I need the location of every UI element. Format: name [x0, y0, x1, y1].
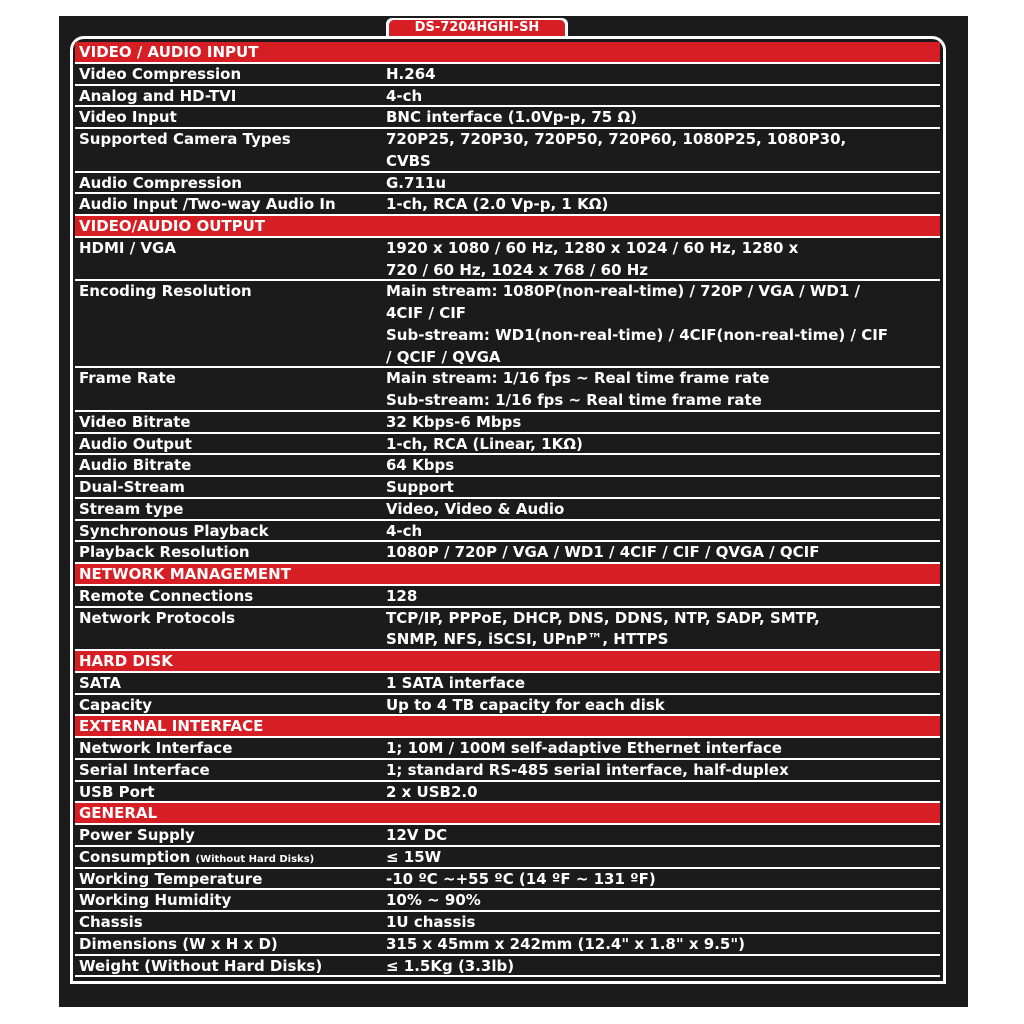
spec-label: [79, 760, 379, 782]
spec-value-line: 1U chassis: [386, 913, 476, 931]
spec-label-text: Playback Resolution: [79, 543, 250, 562]
spec-label: [79, 890, 379, 912]
spec-label: [79, 934, 379, 956]
spec-row: [75, 477, 940, 499]
spec-value-line: 315 x 45mm x 242mm (12.4" x 1.8" x 9.5"): [386, 934, 746, 953]
section-header: [75, 216, 940, 238]
spec-value: [386, 869, 931, 891]
spec-value: [386, 238, 931, 282]
spec-label-text: Audio Output: [79, 434, 192, 453]
spec-row: [75, 455, 940, 477]
spec-label-text: Chassis: [79, 913, 143, 931]
spec-value: [386, 86, 931, 108]
spec-row: [75, 695, 940, 717]
spec-label-text: Network Interface: [79, 739, 233, 757]
spec-value: [386, 542, 931, 564]
spec-label: [79, 281, 379, 303]
spec-value-line: 2 x USB2.0: [386, 782, 478, 801]
spec-value: [386, 673, 931, 695]
spec-label-text: Supported Camera Types: [79, 130, 291, 148]
spec-value-line: Main stream: 1080P(non-real-time) / 720P / VGA / WD1 /: [386, 282, 860, 301]
spec-value-line: SNMP, NFS, iSCSI, UPnP™, HTTPS: [386, 630, 669, 649]
spec-row: [75, 107, 940, 129]
spec-label: [79, 455, 379, 477]
spec-value-line: ≤ 15W: [386, 847, 442, 866]
spec-label: [79, 912, 379, 934]
spec-value-line: BNC interface (1.0Vp-p, 75 Ω): [386, 108, 638, 127]
spec-row: [75, 912, 940, 934]
spec-label-text: Working Humidity: [79, 891, 232, 910]
spec-row: [75, 934, 940, 956]
model-name: DS-7204HGHI-SH: [389, 20, 565, 36]
spec-row: [75, 368, 940, 412]
spec-row: [75, 608, 940, 652]
spec-value: [386, 608, 931, 652]
spec-label-text: Analog and HD-TVI: [79, 86, 237, 105]
spec-row: [75, 825, 940, 847]
spec-value-line: 1080P / 720P / VGA / WD1 / 4CIF / CIF / QVGA / QCIF: [386, 543, 820, 562]
section-title: EXTERNAL INTERFACE: [79, 717, 264, 736]
spec-value: [386, 368, 931, 412]
section-header: [75, 803, 940, 825]
spec-value: [386, 281, 931, 368]
spec-value-line: 64 Kbps: [386, 456, 455, 475]
spec-label-text: Power Supply: [79, 826, 195, 844]
spec-label: [79, 586, 379, 608]
spec-value-line: 4-ch: [386, 86, 423, 105]
section-header: [75, 564, 940, 586]
spec-row: [75, 760, 940, 782]
spec-value: [386, 499, 931, 521]
spec-label: [79, 521, 379, 543]
spec-row: [75, 521, 940, 543]
spec-label-text: Audio Bitrate: [79, 456, 192, 475]
spec-row: [75, 890, 940, 912]
spec-value: [386, 521, 931, 543]
spec-value: [386, 586, 931, 608]
spec-value: [386, 194, 931, 216]
spec-label: [79, 673, 379, 695]
spec-label-text: Remote Connections: [79, 586, 254, 605]
spec-label: [79, 194, 379, 216]
spec-label: [79, 412, 379, 434]
spec-value: [386, 738, 931, 760]
spec-value-line: TCP/IP, PPPoE, DHCP, DNS, DDNS, NTP, SADP, SMTP,: [386, 608, 820, 627]
section-title: GENERAL: [79, 804, 158, 823]
spec-value: [386, 825, 931, 847]
spec-label-text: Capacity: [79, 695, 152, 714]
spec-row: [75, 673, 940, 695]
spec-row: [75, 194, 940, 216]
spec-row: [75, 869, 940, 891]
spec-row: [75, 281, 940, 368]
spec-value-line: Main stream: 1/16 fps ~ Real time frame rate: [386, 369, 770, 388]
spec-label: [79, 477, 379, 499]
spec-value-line: G.711u: [386, 173, 446, 192]
spec-value-line: 720 / 60 Hz, 1024 x 768 / 60 Hz: [386, 260, 649, 279]
spec-value-line: 1; standard RS-485 serial interface, half-duplex: [386, 760, 789, 779]
spec-value: [386, 782, 931, 804]
spec-row: [75, 129, 940, 173]
spec-value: [386, 890, 931, 912]
spec-table: [75, 42, 940, 977]
spec-value-line: 32 Kbps-6 Mbps: [386, 412, 522, 431]
section-title: NETWORK MANAGEMENT: [79, 565, 291, 583]
spec-value: [386, 412, 931, 434]
spec-value-line: 1; 10M / 100M self-adaptive Ethernet interface: [386, 739, 782, 757]
spec-value: [386, 64, 931, 86]
spec-value: [386, 455, 931, 477]
section-header: [75, 42, 940, 64]
spec-row: [75, 173, 940, 195]
spec-label-text: Encoding Resolution: [79, 282, 252, 301]
section-header: [75, 651, 940, 673]
spec-value: [386, 934, 931, 956]
spec-row: [75, 847, 940, 869]
spec-value-line: Video, Video & Audio: [386, 499, 565, 518]
spec-label-text: Audio Compression: [79, 173, 242, 192]
spec-label-text: Video Input: [79, 108, 177, 127]
spec-value-line: CVBS: [386, 151, 431, 170]
spec-label: [79, 738, 379, 760]
spec-label: [79, 956, 379, 978]
section-title: VIDEO / AUDIO INPUT: [79, 43, 259, 61]
spec-row: [75, 86, 940, 108]
spec-value-line: 10% ~ 90%: [386, 891, 481, 910]
spec-value-line: 12V DC: [386, 826, 448, 844]
spec-label-text: Frame Rate: [79, 369, 176, 388]
spec-row: [75, 956, 940, 978]
spec-label: [79, 608, 379, 630]
spec-row: [75, 64, 940, 86]
spec-value-line: 128: [386, 586, 418, 605]
section-title: HARD DISK: [79, 652, 173, 670]
spec-label-note: (Without Hard Disks): [195, 853, 315, 865]
spec-label: [79, 107, 379, 129]
spec-value: [386, 956, 931, 978]
spec-value-line: -10 ºC ~+55 ºC (14 ºF ~ 131 ºF): [386, 869, 656, 888]
spec-value-line: / QCIF / QVGA: [386, 347, 501, 366]
spec-label-text: Weight (Without Hard Disks): [79, 956, 323, 975]
spec-value: [386, 695, 931, 717]
spec-label: [79, 825, 379, 847]
section-header: [75, 716, 940, 738]
spec-row: [75, 499, 940, 521]
spec-label: [79, 129, 379, 151]
spec-value-line: Sub-stream: 1/16 fps ~ Real time frame rate: [386, 391, 762, 409]
spec-label: [79, 238, 379, 260]
spec-value-line: Sub-stream: WD1(non-real-time) / 4CIF(non-real-time) / CIF: [386, 325, 889, 344]
spec-value: [386, 107, 931, 129]
spec-label-text: Synchronous Playback: [79, 521, 269, 540]
spec-label-text: Dimensions (W x H x D): [79, 934, 278, 953]
spec-value-line: ≤ 1.5Kg (3.3lb): [386, 956, 515, 975]
spec-label: [79, 434, 379, 456]
spec-value: [386, 173, 931, 195]
spec-label: [79, 86, 379, 108]
spec-value-line: 1-ch, RCA (Linear, 1KΩ): [386, 434, 583, 453]
spec-value-line: 4-ch: [386, 521, 423, 540]
spec-value: [386, 847, 931, 869]
model-tab: [386, 18, 568, 36]
spec-label-text: Working Temperature: [79, 869, 263, 888]
spec-label: [79, 847, 379, 871]
spec-label-text: Network Protocols: [79, 608, 236, 627]
spec-label-text: USB Port: [79, 782, 155, 801]
spec-label: [79, 499, 379, 521]
spec-value: [386, 477, 931, 499]
spec-label-text: Video Compression: [79, 64, 242, 83]
spec-value-line: 1920 x 1080 / 60 Hz, 1280 x 1024 / 60 Hz, 1280 x: [386, 238, 799, 257]
spec-value: [386, 129, 931, 173]
spec-value-line: H.264: [386, 64, 436, 83]
spec-value-line: Up to 4 TB capacity for each disk: [386, 695, 665, 714]
spec-label: [79, 695, 379, 717]
spec-label-text: Video Bitrate: [79, 412, 191, 431]
spec-label-text: Dual-Stream: [79, 478, 185, 496]
spec-value-line: Support: [386, 478, 454, 496]
spec-label-text: Serial Interface: [79, 760, 210, 779]
spec-value-line: 720P25, 720P30, 720P50, 720P60, 1080P25, 1080P30,: [386, 130, 847, 148]
spec-label-text: HDMI / VGA: [79, 238, 176, 257]
spec-row: [75, 782, 940, 804]
spec-row: [75, 586, 940, 608]
spec-label-text: Stream type: [79, 499, 184, 518]
spec-row: [75, 434, 940, 456]
spec-label-text: Audio Input /Two-way Audio In: [79, 195, 336, 214]
spec-label-text: SATA: [79, 673, 121, 692]
spec-label: [79, 173, 379, 195]
spec-row: [75, 542, 940, 564]
spec-label: [79, 869, 379, 891]
spec-label-text: Consumption: [79, 847, 191, 866]
spec-value-line: 4CIF / CIF: [386, 304, 467, 322]
spec-value: [386, 760, 931, 782]
spec-row: [75, 412, 940, 434]
spec-label: [79, 542, 379, 564]
spec-label: [79, 782, 379, 804]
spec-label: [79, 64, 379, 86]
spec-row: [75, 238, 940, 282]
section-title: VIDEO/AUDIO OUTPUT: [79, 217, 266, 235]
spec-value: [386, 912, 931, 934]
spec-row: [75, 738, 940, 760]
spec-label: [79, 368, 379, 390]
spec-value-line: 1 SATA interface: [386, 673, 526, 692]
spec-value: [386, 434, 931, 456]
spec-value-line: 1-ch, RCA (2.0 Vp-p, 1 KΩ): [386, 195, 609, 214]
